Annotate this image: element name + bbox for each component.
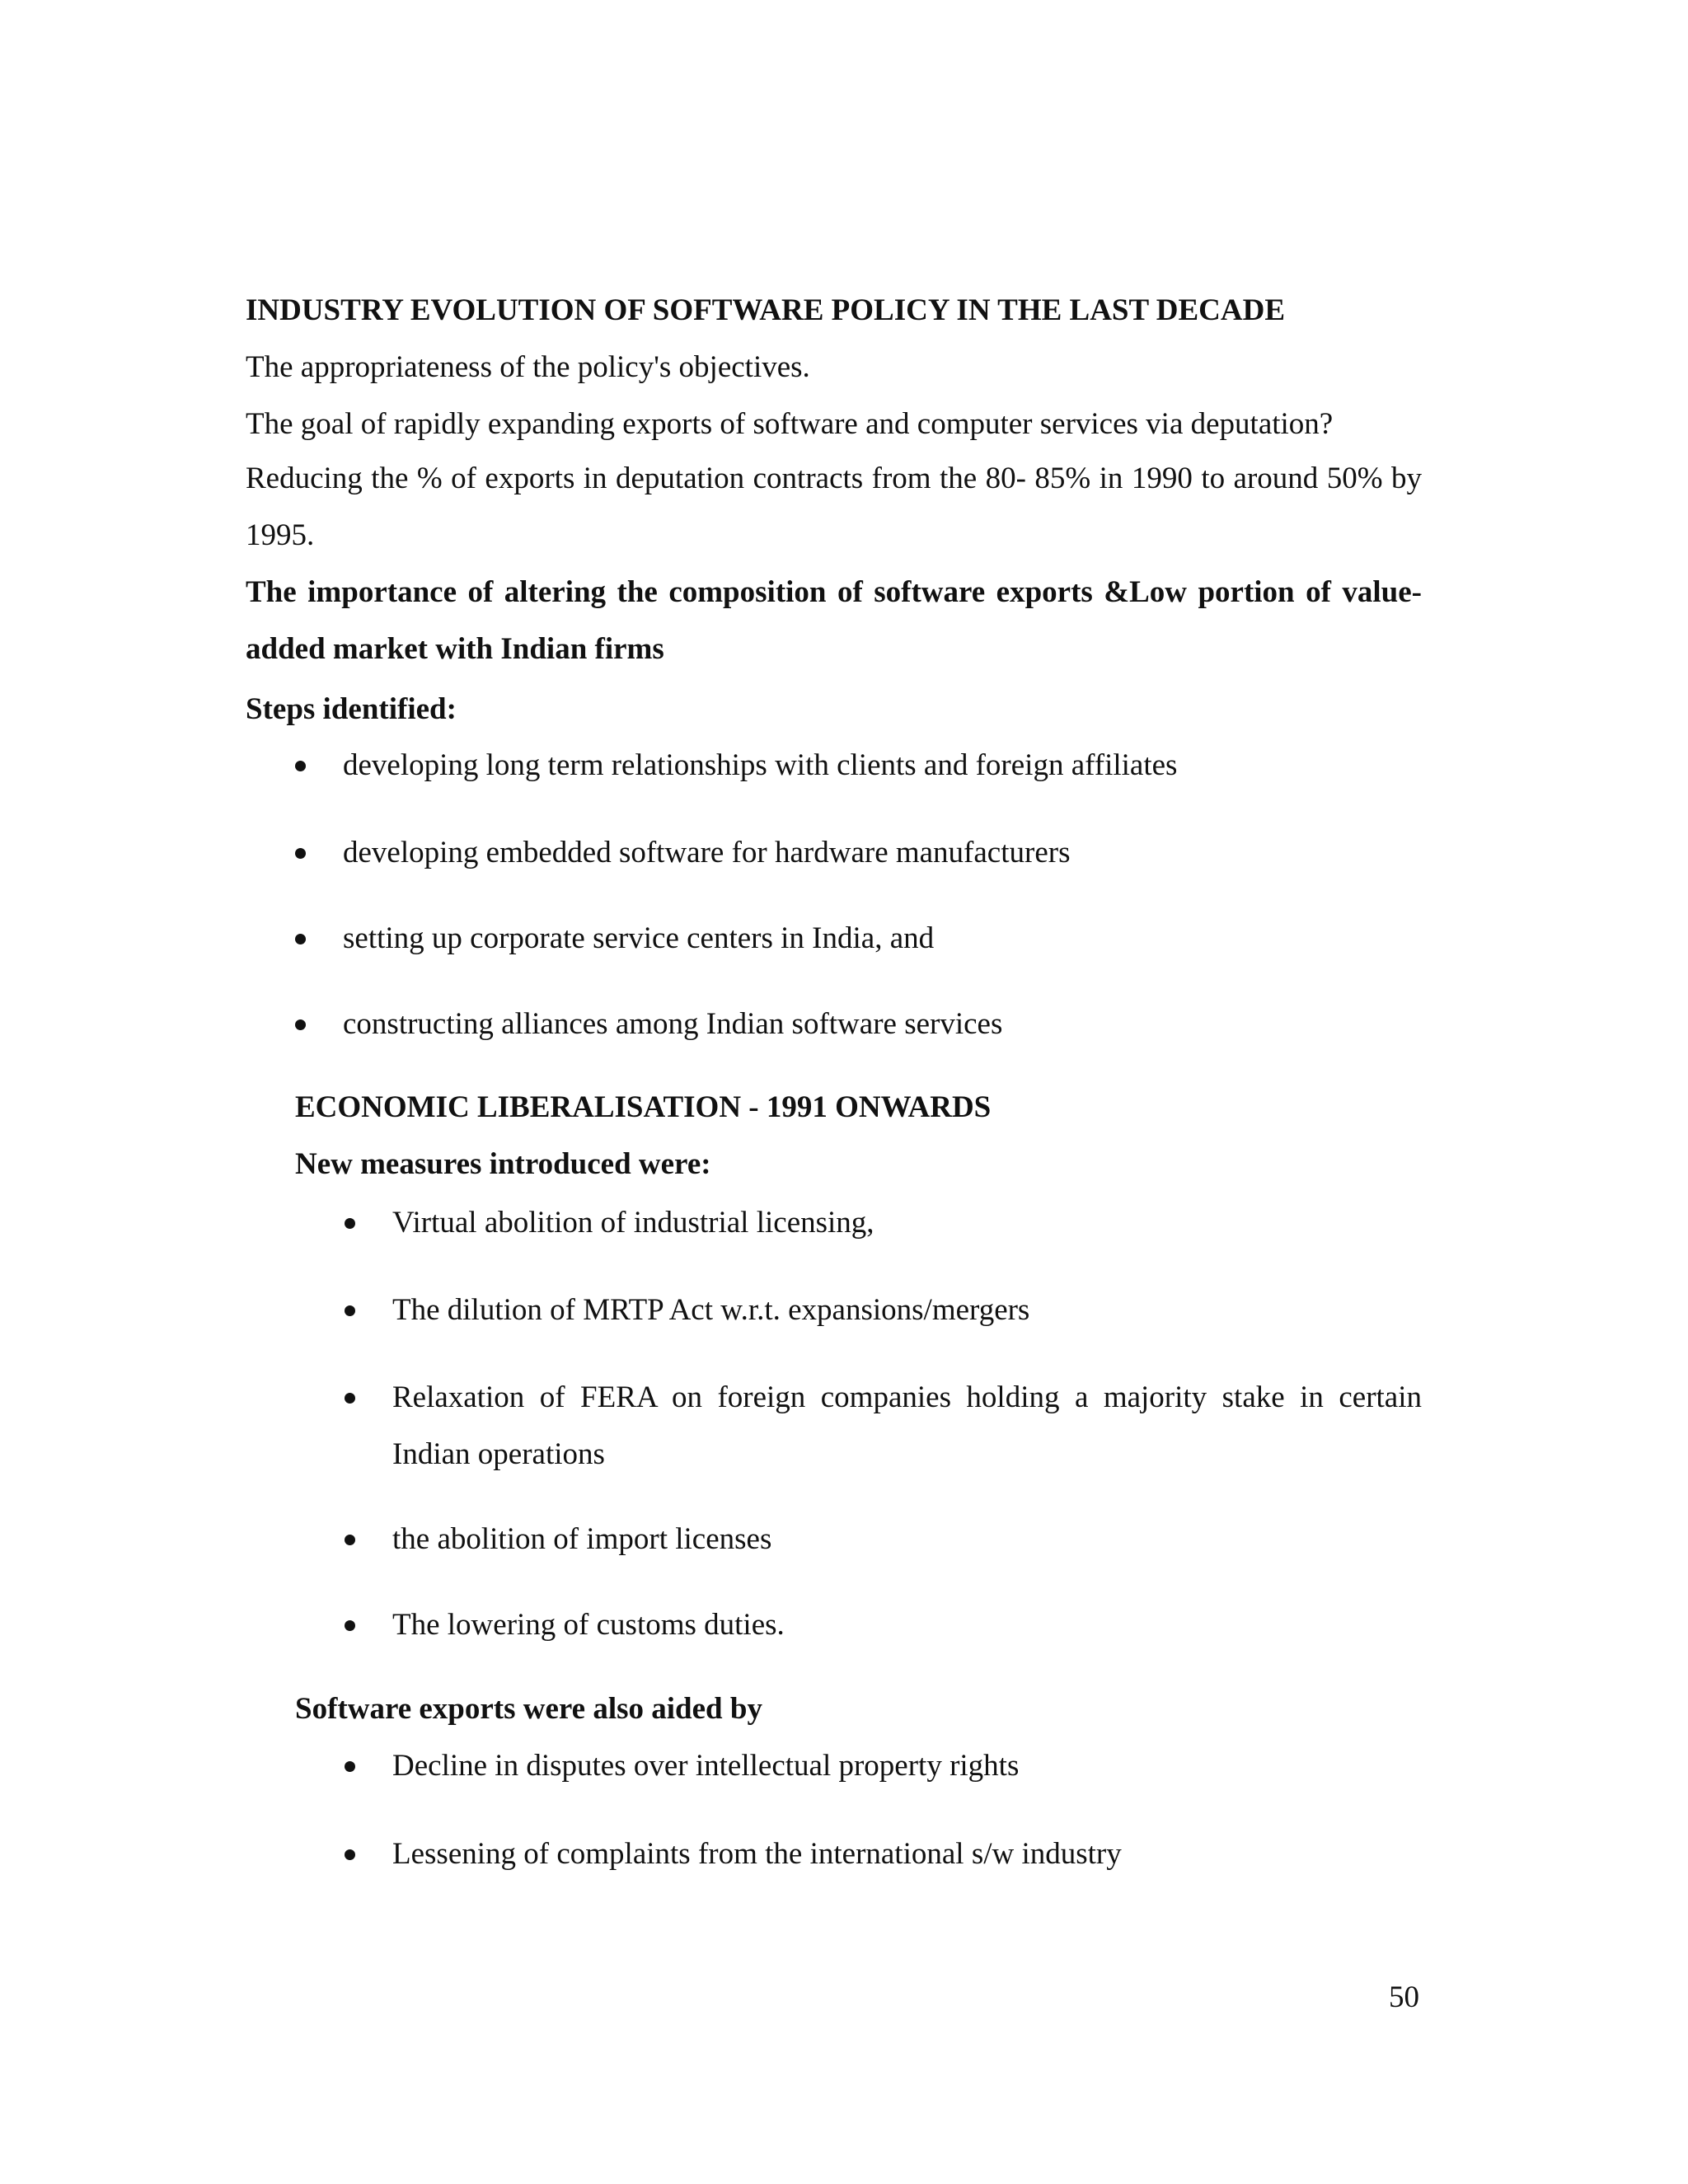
list-item-text: constructing alliances among Indian software services <box>343 1007 1003 1041</box>
paragraph-importance: The importance of altering the composition of software exports &Low portion of value-added market with Indian firms <box>246 575 1422 666</box>
bullet-icon <box>345 1535 355 1545</box>
list-item-text: Virtual abolition of industrial licensing, <box>392 1206 874 1240</box>
bullet-icon <box>295 761 306 771</box>
aided-heading: Software exports were also aided by <box>295 1692 762 1726</box>
list-item-text: Decline in disputes over intellectual property rights <box>392 1749 1020 1783</box>
steps-heading: Steps identified: <box>246 692 457 726</box>
bullet-icon <box>345 1393 355 1404</box>
paragraph-objectives: The appropriateness of the policy's objectives. <box>246 350 810 384</box>
measures-heading: New measures introduced were: <box>295 1147 711 1181</box>
bullet-icon <box>345 1761 355 1772</box>
list-item-text: Relaxation of FERA on foreign companies holding a majority stake in certain Indian operations <box>392 1380 1422 1471</box>
paragraph-reducing: Reducing the % of exports in deputation contracts from the 80- 85% in 1990 to around 50% by 1995. <box>246 462 1422 552</box>
list-item-text: The dilution of MRTP Act w.r.t. expansions/mergers <box>392 1293 1030 1327</box>
page-number: 50 <box>1389 1980 1419 2014</box>
section-heading-liberalisation: ECONOMIC LIBERALISATION - 1991 ONWARDS <box>295 1090 992 1124</box>
main-heading: INDUSTRY EVOLUTION OF SOFTWARE POLICY IN THE LAST DECADE <box>246 293 1285 327</box>
bullet-icon <box>345 1218 355 1229</box>
list-item-text: the abolition of import licenses <box>392 1522 772 1556</box>
bullet-icon <box>295 934 306 944</box>
paragraph-goal: The goal of rapidly expanding exports of software and computer services via deputation? <box>246 407 1334 441</box>
bullet-icon <box>295 1019 306 1030</box>
bullet-icon <box>345 1849 355 1860</box>
bullet-icon <box>295 848 306 859</box>
bullet-icon <box>345 1620 355 1631</box>
list-item-text: developing long term relationships with clients and foreign affiliates <box>343 748 1178 782</box>
list-item-text: developing embedded software for hardware manufacturers <box>343 836 1071 869</box>
list-item-text: Lessening of complaints from the international s/w industry <box>392 1837 1122 1871</box>
list-item-text: setting up corporate service centers in India, and <box>343 921 935 955</box>
bullet-icon <box>345 1305 355 1316</box>
list-item-text: The lowering of customs duties. <box>392 1608 785 1642</box>
